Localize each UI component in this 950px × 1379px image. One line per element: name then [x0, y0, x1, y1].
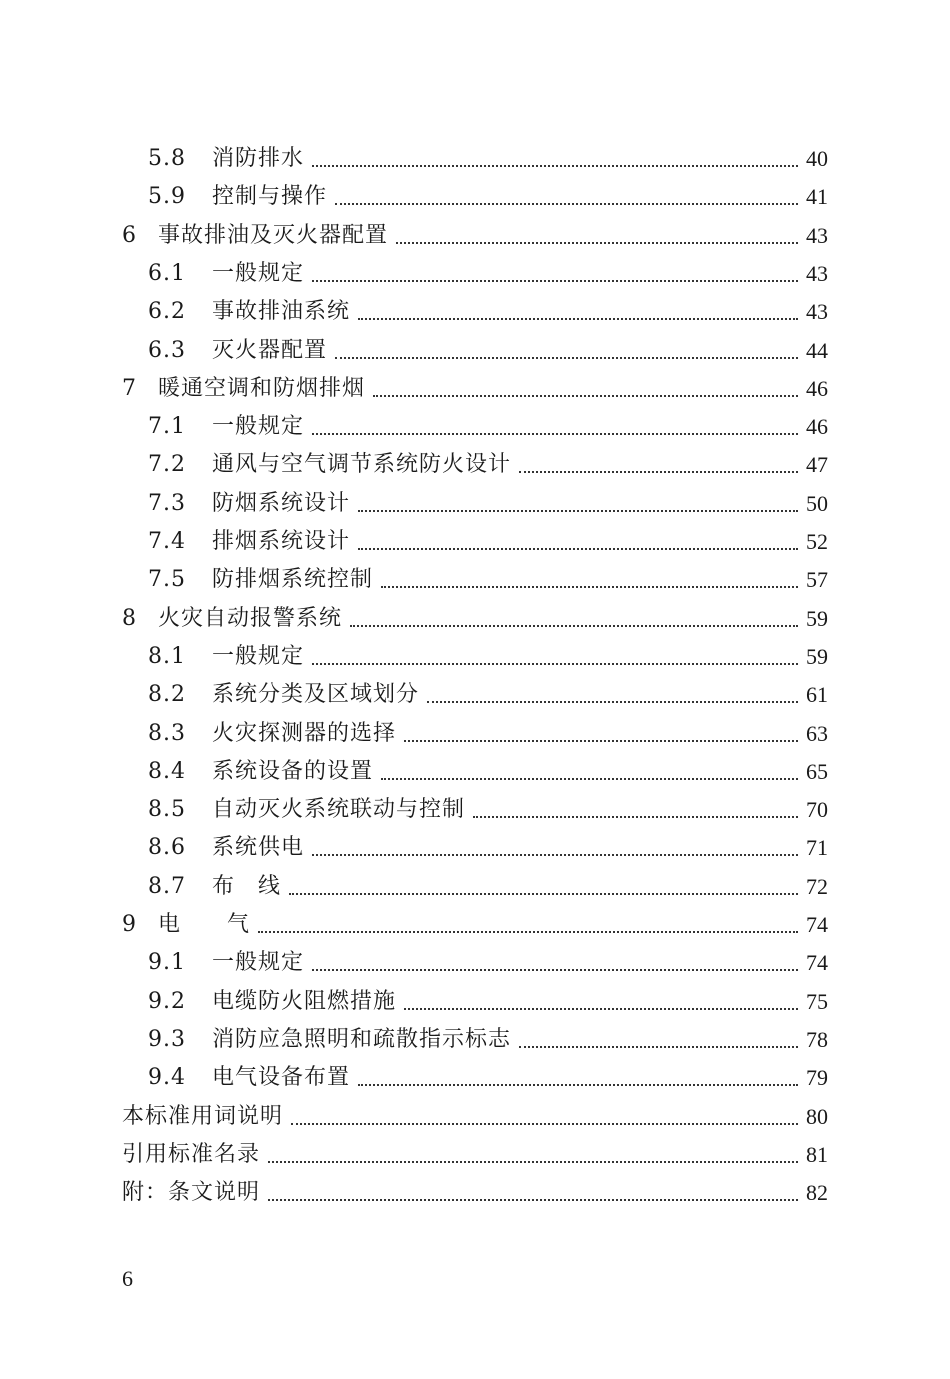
dot-leader — [350, 587, 798, 627]
toc-entry-page: 47 — [806, 452, 828, 478]
toc-entry-page: 43 — [806, 222, 828, 248]
dot-leader — [427, 663, 798, 703]
toc-entry-number: 9.1 — [148, 950, 186, 976]
dot-leader — [519, 1008, 798, 1048]
toc-entry-number: 6.1 — [148, 260, 186, 286]
toc-entry-page: 81 — [806, 1141, 828, 1167]
dot-leader — [312, 625, 798, 665]
toc-entry-title: 自动灭火系统联动与控制 — [212, 797, 466, 823]
toc-entry-page: 41 — [806, 184, 828, 210]
dot-leader — [268, 1123, 798, 1163]
toc-entry-title: 暖通空调和防烟排烟 — [158, 375, 366, 401]
toc-entry-title: 电气设备布置 — [212, 1065, 351, 1091]
toc-entry-title: 一般规定 — [212, 643, 305, 669]
toc-entry-page: 72 — [806, 873, 828, 899]
toc-entry-title: 排烟系统设计 — [212, 529, 351, 554]
toc-entry-page: 78 — [806, 1026, 828, 1052]
toc-entry-number: 9.2 — [148, 988, 186, 1014]
toc-entry-page: 75 — [806, 988, 828, 1014]
toc-entry-number: 9 — [122, 912, 137, 937]
toc-entry-title: 系统设备的设置 — [212, 758, 374, 784]
toc-entry-title: 事故排油及灭火器配置 — [158, 222, 389, 248]
toc-entry-number: 5.9 — [148, 184, 186, 210]
toc-entry-page: 70 — [806, 797, 828, 823]
dot-leader — [396, 204, 798, 244]
toc-entry-number: 8 — [122, 605, 137, 631]
toc-entry-title: 系统供电 — [212, 835, 305, 861]
toc-entry-page: 46 — [806, 375, 828, 401]
toc-entry-title: 一般规定 — [212, 260, 305, 286]
toc-entry-number: 7.2 — [148, 452, 186, 478]
toc-entry-number: 8.7 — [148, 873, 186, 899]
toc-entry-page: 74 — [806, 912, 828, 937]
toc-entry-page: 43 — [806, 299, 828, 325]
dot-leader — [312, 242, 798, 282]
toc-entry-number: 7.1 — [148, 414, 186, 440]
toc-entry-title: 消防应急照明和疏散指示标志 — [212, 1026, 512, 1052]
toc-entry-title: 一般规定 — [212, 950, 305, 976]
toc-entry-page: 43 — [806, 260, 828, 286]
toc-entry-page: 61 — [806, 682, 828, 708]
toc-entry-number: 6.3 — [148, 337, 186, 363]
toc-entry-number: 7.4 — [148, 529, 186, 554]
toc-entry-number: 6 — [122, 222, 137, 248]
toc-entry-title: 电缆防火阻燃措施 — [212, 988, 397, 1014]
toc-entry-page: 74 — [806, 950, 828, 976]
toc-entry-page: 79 — [806, 1065, 828, 1091]
dot-leader — [519, 433, 798, 473]
toc-entry-title: 附：条文说明 — [122, 1180, 261, 1206]
dot-leader — [335, 165, 798, 205]
toc-entry-title: 电 气 — [158, 912, 251, 937]
toc-entry-number: 7.5 — [148, 567, 186, 593]
dot-leader — [312, 127, 798, 167]
toc-entry-number: 8.1 — [148, 643, 186, 669]
toc-entry-title: 引用标准名录 — [122, 1141, 261, 1167]
dot-leader — [312, 395, 798, 435]
dot-leader — [404, 702, 798, 742]
dot-leader — [358, 280, 798, 320]
toc-entry-number: 8.5 — [148, 797, 186, 823]
dot-leader — [312, 931, 798, 971]
dot-leader — [358, 1046, 798, 1086]
toc-entry-page: 82 — [806, 1180, 828, 1206]
dot-leader — [289, 855, 798, 895]
toc-entry-title: 火灾自动报警系统 — [158, 605, 343, 631]
toc-entry-title: 消防排水 — [212, 146, 305, 171]
toc-entry-page: 44 — [806, 337, 828, 363]
dot-leader — [258, 893, 798, 933]
toc-entry-page: 40 — [806, 146, 828, 171]
toc-entry-page: 52 — [806, 529, 828, 554]
dot-leader — [268, 1161, 798, 1201]
toc-entry-title: 通风与空气调节系统防火设计 — [212, 452, 512, 478]
toc-entry-title: 防烟系统设计 — [212, 490, 351, 516]
toc-entry-number: 7.3 — [148, 490, 186, 516]
dot-leader — [312, 816, 798, 856]
toc-entry-title: 控制与操作 — [212, 184, 328, 210]
toc-entry-title: 事故排油系统 — [212, 299, 351, 325]
dot-leader — [358, 510, 798, 550]
dot-leader — [473, 778, 798, 818]
toc-entry-title: 一般规定 — [212, 414, 305, 440]
toc-entry-page: 59 — [806, 643, 828, 669]
page-number: 6 — [122, 1266, 133, 1291]
toc-entry-number: 8.2 — [148, 682, 186, 708]
toc-entry-title: 布 线 — [212, 873, 282, 899]
toc-entry-number: 9.4 — [148, 1065, 186, 1091]
toc-entry-page: 50 — [806, 490, 828, 516]
toc-entry-page: 65 — [806, 758, 828, 784]
toc-entry-title: 灭火器配置 — [212, 337, 328, 363]
toc-entry-number: 8.6 — [148, 835, 186, 861]
toc-entry-number: 6.2 — [148, 299, 186, 325]
dot-leader — [291, 1085, 798, 1125]
toc-entry-page: 80 — [806, 1103, 828, 1129]
dot-leader — [404, 970, 798, 1010]
dot-leader — [335, 319, 798, 359]
toc-entry-page: 71 — [806, 835, 828, 861]
toc-entry-page: 63 — [806, 720, 828, 746]
dot-leader — [381, 548, 798, 588]
toc-entry-number: 7 — [122, 375, 137, 401]
dot-leader — [373, 357, 798, 397]
toc-entry-number: 9.3 — [148, 1026, 186, 1052]
toc-entry-page: 59 — [806, 605, 828, 631]
dot-leader — [381, 740, 798, 780]
toc-entry-title: 防排烟系统控制 — [212, 567, 374, 593]
toc-entry-page: 46 — [806, 414, 828, 440]
toc-entry-title: 系统分类及区域划分 — [212, 682, 420, 708]
toc-entry-page: 57 — [806, 567, 828, 593]
toc-entry-number: 5.8 — [148, 146, 186, 171]
toc-entry-number: 8.3 — [148, 720, 186, 746]
dot-leader — [358, 472, 798, 512]
toc-entry — [122, 1174, 828, 1212]
toc-entry-number: 8.4 — [148, 758, 186, 784]
toc-entry-title: 本标准用词说明 — [122, 1103, 284, 1129]
toc-entry-title: 火灾探测器的选择 — [212, 720, 397, 746]
